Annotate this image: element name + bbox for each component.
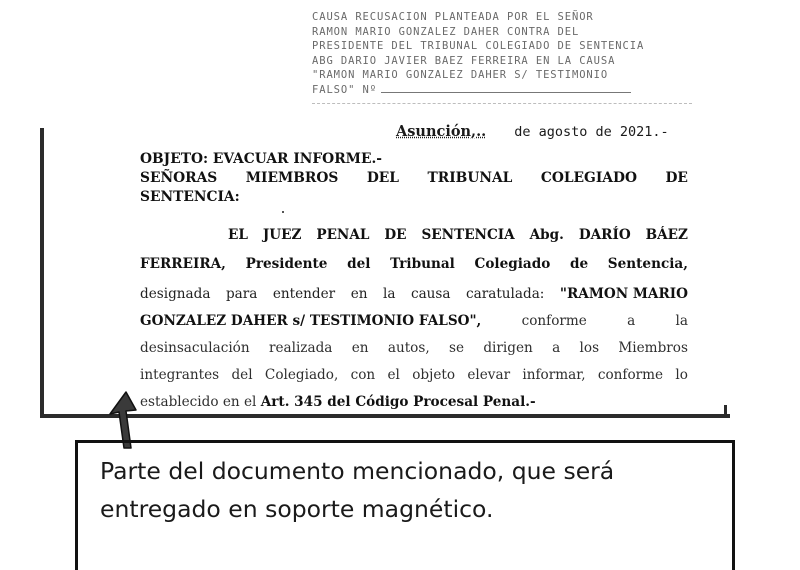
header-line: PRESIDENTE DEL TRIBUNAL COLEGIADO DE SENTENCIA (312, 40, 645, 53)
word: Presidente (245, 256, 328, 272)
word: del (347, 256, 371, 272)
caption-line-1: Parte del documento mencionado, que será (100, 457, 615, 485)
word: JUEZ (262, 227, 302, 243)
document-frame-corner (724, 405, 727, 417)
word: a (627, 313, 636, 329)
scan-speck (282, 211, 284, 213)
body-line-1 (228, 225, 688, 245)
addressee-word: MIEMBROS (245, 170, 339, 186)
word: objeto (412, 367, 456, 383)
word: con (350, 367, 376, 383)
word: designada (140, 286, 211, 302)
header-line-with-blank (312, 83, 692, 98)
word: DE (384, 227, 407, 243)
date-line (396, 123, 696, 140)
header-line: FALSO" Nº (312, 83, 377, 96)
word: los (579, 340, 600, 356)
blank-fill-line (381, 92, 631, 93)
addressee-line-2: SENTENCIA: (140, 189, 240, 205)
addressee-word: COLEGIADO (540, 170, 637, 186)
header-line: ABG DARIO JAVIER BAEZ FERREIRA EN LA CAUSA (312, 54, 616, 67)
word: en (350, 286, 368, 302)
addressee-word: DE (665, 170, 688, 186)
body-line-6 (140, 365, 688, 385)
word: integrantes (140, 367, 220, 383)
case-title-end: GONZALEZ DAHER s/ TESTIMONIO FALSO", (140, 313, 482, 329)
word: dirigen (483, 340, 533, 356)
word: BÁEZ (645, 227, 688, 243)
word: realizada (268, 340, 333, 356)
header-line: CAUSA RECUSACION PLANTEADA POR EL SEÑOR (312, 11, 594, 23)
word: del (231, 367, 253, 383)
word: en (351, 340, 369, 356)
word: Colegiado (474, 256, 551, 272)
word: a (552, 340, 561, 356)
word: FERREIRA, (140, 256, 226, 272)
caption-text (100, 452, 720, 528)
body-line-5 (140, 338, 688, 358)
word: PENAL (316, 227, 370, 243)
word: lo (675, 367, 688, 383)
word: DARÍO (578, 227, 631, 243)
legal-reference: Art. 345 del Código Procesal Penal.- (260, 394, 536, 410)
body-line-2 (140, 254, 688, 274)
word: Sentencia, (607, 256, 688, 272)
addressee-word: TRIBUNAL (427, 170, 513, 186)
word: Tribunal (390, 256, 455, 272)
word: informar, (522, 367, 586, 383)
word: Colegiado, (264, 367, 339, 383)
word: el (387, 367, 400, 383)
word: Miembros (618, 340, 688, 356)
word: conforme (521, 313, 587, 329)
word: desinsaculación (140, 340, 250, 356)
body-line-3 (140, 284, 688, 304)
case-title-start: "RAMON MARIO (559, 286, 688, 302)
date-rest: de agosto de 2021.- (514, 124, 669, 140)
caption-line-2: entregado en soporte magnético. (100, 495, 494, 523)
word: conforme (597, 367, 664, 383)
word: EL (228, 227, 248, 243)
word: entender (272, 286, 336, 302)
date-place: Asunción,.. (396, 123, 487, 140)
addressee-word: SEÑORAS (140, 170, 218, 186)
word: caratulada: (466, 286, 545, 302)
objeto-heading: OBJETO: EVACUAR INFORME.- (140, 151, 382, 167)
phrase: establecido en el (140, 394, 257, 410)
header-separator (312, 103, 692, 105)
addressee-word: DEL (366, 170, 399, 186)
document-frame-left (40, 128, 44, 418)
word: causa (410, 286, 451, 302)
word: la (383, 286, 396, 302)
body-line-4 (140, 311, 688, 331)
case-header-block (312, 10, 692, 98)
header-line: RAMON MARIO GONZALEZ DAHER CONTRA DEL (312, 25, 580, 38)
word: Abg. (529, 227, 564, 243)
word: se (449, 340, 465, 356)
word: elevar (467, 367, 511, 383)
header-line: "RAMON MARIO GONZALEZ DAHER S/ TESTIMONIO (312, 69, 609, 82)
word: SENTENCIA (421, 227, 515, 243)
body-line-7 (140, 392, 688, 412)
word: de (569, 256, 589, 272)
addressee-line (140, 170, 688, 186)
word: la (675, 313, 688, 329)
word: autos, (387, 340, 430, 356)
word: para (225, 286, 258, 302)
